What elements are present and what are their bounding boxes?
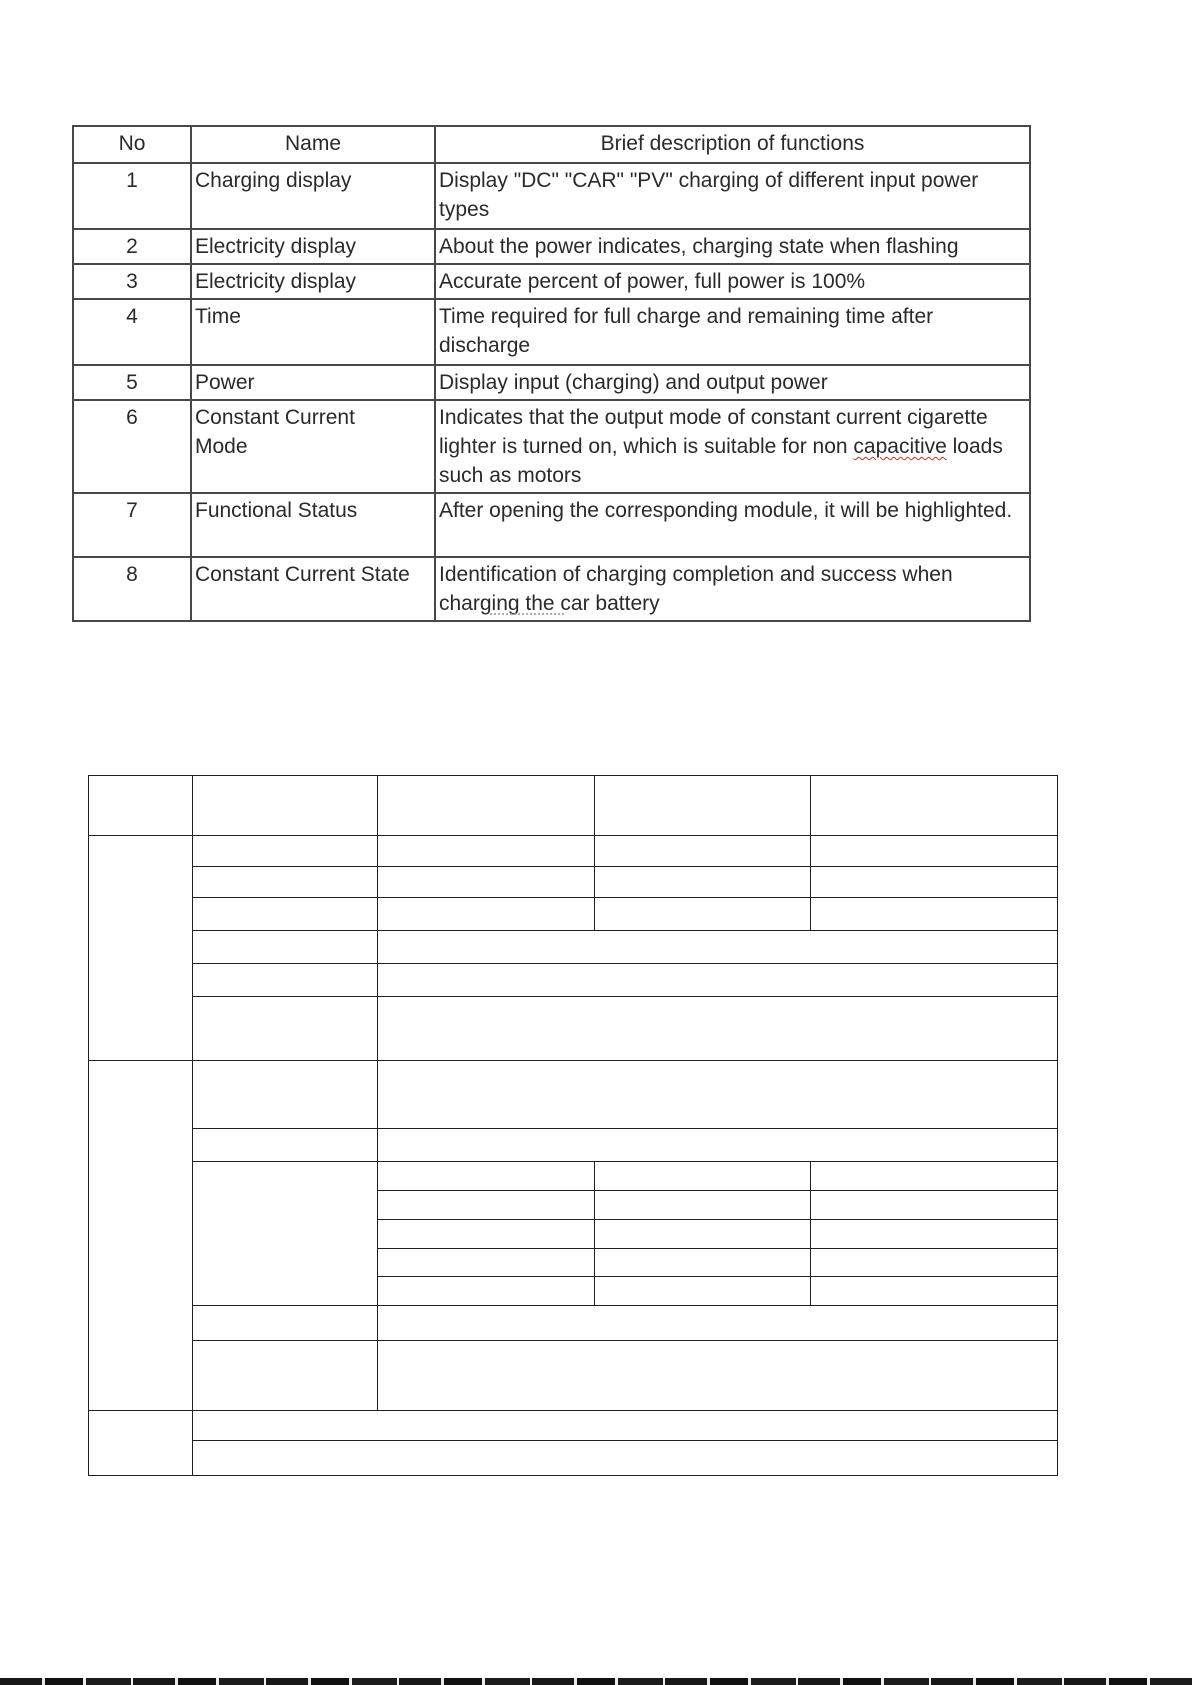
row-name-cell: Charging display [191,163,435,229]
grid-cell [811,1249,1058,1277]
page-bottom-torn-strip [0,1678,1192,1685]
grid-cell [811,1162,1058,1191]
grid-cell [378,1249,595,1277]
grid-cell [378,898,595,931]
grid-cell [811,898,1058,931]
row-number-cell: 4 [73,299,191,365]
grid-cell [811,836,1058,867]
grid-cell [595,836,811,867]
grid-row [89,1306,1058,1341]
grid-cell-merged [378,1341,1058,1411]
row-number-cell: 6 [73,400,191,493]
grid-cell-merged [378,1306,1058,1341]
grid-cell [378,1277,595,1306]
grid-cell [811,1220,1058,1249]
row-description-cell: Identification of charging completion and success when charging the car battery [435,557,1030,621]
grid-cell [595,1162,811,1191]
grid-cell [811,1191,1058,1220]
grid-row [89,898,1058,931]
functions-table [72,125,1031,622]
grid-cell-merged [193,1441,1058,1476]
row-number-cell: 1 [73,163,191,229]
grid-cell [595,1191,811,1220]
grid-cell [193,867,378,898]
grid-cell [378,1191,595,1220]
row-name-cell: Constant Current State [191,557,435,621]
grid-cell [193,1306,378,1341]
grid-cell [811,1277,1058,1306]
grid-cell-merged [378,964,1058,997]
row-name-cell: Power [191,365,435,400]
table-row [73,400,1030,493]
grid-cell [193,997,378,1061]
grid-cell-merged [378,1061,1058,1129]
row-description-cell: Display "DC" "CAR" "PV" charging of different input power types [435,163,1030,229]
grid-row [89,1129,1058,1162]
row-name-cell: Functional Status [191,493,435,557]
grid-row [89,776,1058,836]
row-number-cell: 3 [73,264,191,299]
grid-cell [89,776,193,836]
row-number-cell: 5 [73,365,191,400]
column-header-no: No [73,126,191,163]
grid-cell [595,898,811,931]
row-description-cell: Indicates that the output mode of constant current cigarette lighter is turned on, which is suitable for non capacitive loads such as motors [435,400,1030,493]
grid-cell [193,776,378,836]
row-name-cell: Constant Current Mode [191,400,435,493]
column-header-description: Brief description of functions [435,126,1030,163]
grid-cell [595,1220,811,1249]
table-row [73,163,1030,229]
row-description-cell: Time required for full charge and remaining time after discharge [435,299,1030,365]
table-row [73,229,1030,264]
grid-cell-merged [193,1162,378,1306]
grid-cell-merged [89,1411,193,1476]
grid-cell-merged [89,836,193,1061]
grid-cell-merged [89,1061,193,1411]
row-description-cell: Accurate percent of power, full power is 100% [435,264,1030,299]
grid-cell-merged [378,997,1058,1061]
grid-row [89,964,1058,997]
stray-mark [490,605,564,615]
row-number-cell: 7 [73,493,191,557]
grid-cell [193,836,378,867]
grid-row [89,931,1058,964]
grid-cell [811,776,1058,836]
grid-cell-merged [193,1411,1058,1441]
row-name-cell: Electricity display [191,264,435,299]
grid-cell [378,776,595,836]
grid-row [89,867,1058,898]
grid-cell [595,776,811,836]
grid-row [89,836,1058,867]
grid-cell [378,1220,595,1249]
grid-cell [595,867,811,898]
grid-cell-merged [378,931,1058,964]
grid-cell [193,1341,378,1411]
table-row [73,264,1030,299]
grid-cell [193,1061,378,1129]
grid-cell [378,836,595,867]
table-header-row [73,126,1030,163]
grid-row [89,1061,1058,1129]
row-number-cell: 8 [73,557,191,621]
table-row [73,299,1030,365]
grid-cell [811,867,1058,898]
row-number-cell: 2 [73,229,191,264]
grid-cell-merged [378,1129,1058,1162]
grid-cell [378,1162,595,1191]
grid-row [89,997,1058,1061]
column-header-name: Name [191,126,435,163]
empty-spec-table [88,775,1058,1476]
grid-cell [193,931,378,964]
row-description-cell: Display input (charging) and output power [435,365,1030,400]
grid-cell [378,867,595,898]
row-name-cell: Electricity display [191,229,435,264]
grid-cell [193,964,378,997]
grid-cell [595,1277,811,1306]
row-name-cell: Time [191,299,435,365]
table-row [73,493,1030,557]
grid-cell [193,1129,378,1162]
grid-row [89,1341,1058,1411]
row-description-cell: After opening the corresponding module, it will be highlighted. [435,493,1030,557]
grid-cell [595,1249,811,1277]
row-description-cell: About the power indicates, charging state when flashing [435,229,1030,264]
table-row [73,365,1030,400]
grid-cell [193,898,378,931]
grid-row [89,1162,1058,1191]
grid-row [89,1441,1058,1476]
grid-row [89,1411,1058,1441]
